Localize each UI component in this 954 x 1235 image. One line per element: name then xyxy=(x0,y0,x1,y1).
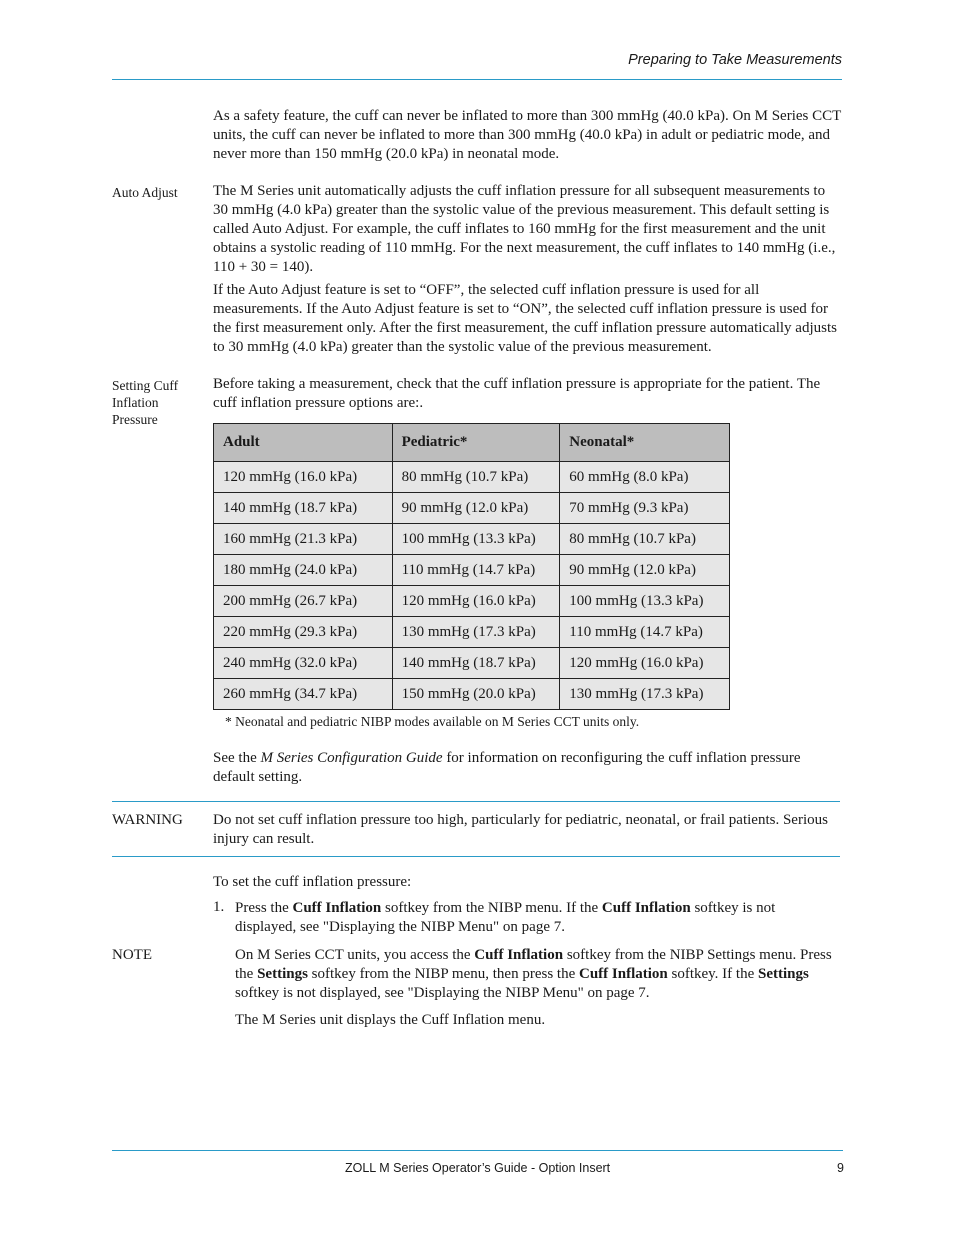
table-cell: 110 mmHg (14.7 kPa) xyxy=(560,617,730,648)
note-bold: Cuff Inflation xyxy=(474,947,564,963)
table-header-row xyxy=(214,424,730,462)
table-cell: 80 mmHg (10.7 kPa) xyxy=(560,524,730,555)
step-1-part-c: softkey from the NIBP menu. If the xyxy=(381,900,602,916)
table-cell: 120 mmHg (16.0 kPa) xyxy=(392,586,560,617)
note-bold: Settings xyxy=(257,966,308,982)
note-text xyxy=(235,946,840,1003)
table-cell: 90 mmHg (12.0 kPa) xyxy=(560,555,730,586)
table-cell: 140 mmHg (18.7 kPa) xyxy=(392,648,560,679)
note-label: NOTE xyxy=(112,947,152,963)
table-cell: 130 mmHg (17.3 kPa) xyxy=(560,679,730,710)
table-footnote: * Neonatal and pediatric NIBP modes available on M Series CCT units only. xyxy=(225,714,640,729)
note-part: softkey is not displayed, see "Displaying the NIBP Menu" on page 7. xyxy=(235,985,650,1001)
intro-paragraph: As a safety feature, the cuff can never be inflated to more than 300 mmHg (40.0 kPa). On M Series CCT units, the cuff can never be inflated to more than 300 mmHg (40.0 kPa) in adult or pediatric mode, and never more than 150 mmHg (20.0 kPa) in neonatal mode. xyxy=(213,108,842,162)
table-cell: 110 mmHg (14.7 kPa) xyxy=(392,555,560,586)
step-1-text xyxy=(235,899,840,937)
table-cell: 100 mmHg (13.3 kPa) xyxy=(392,524,560,555)
table-cell: 80 mmHg (10.7 kPa) xyxy=(392,462,560,493)
table-cell: 90 mmHg (12.0 kPa) xyxy=(392,493,560,524)
table-cell: 120 mmHg (16.0 kPa) xyxy=(214,462,393,493)
table-row xyxy=(214,462,730,493)
table-cell: 240 mmHg (32.0 kPa) xyxy=(214,648,393,679)
see-also-prefix: See the xyxy=(213,750,261,766)
header-rule xyxy=(112,79,842,80)
note-result: The M Series unit displays the Cuff Inflation menu. xyxy=(235,1012,546,1028)
setting-label-line-3: Pressure xyxy=(112,412,158,427)
running-header: Preparing to Take Measurements xyxy=(628,52,842,68)
table-row xyxy=(214,648,730,679)
table-row xyxy=(214,493,730,524)
table-cell: 200 mmHg (26.7 kPa) xyxy=(214,586,393,617)
setting-paragraph: Before taking a measurement, check that the cuff inflation pressure is appropriate for the patient. The cuff inflation pressure options are:. xyxy=(213,376,821,411)
note-part: softkey from the NIBP menu, then press the xyxy=(307,966,579,982)
table-row xyxy=(214,617,730,648)
warning-top-rule xyxy=(112,801,840,802)
auto-adjust-label: Auto Adjust xyxy=(112,185,178,200)
table-cell: 100 mmHg (13.3 kPa) xyxy=(560,586,730,617)
note-bold: Settings xyxy=(758,966,809,982)
step-1-number: 1. xyxy=(213,899,225,915)
step-1-part-a: Press the xyxy=(235,900,293,916)
step-1-part-e: softkey is not displayed, see "Displaying the NIBP Menu" on page 7. xyxy=(235,900,776,935)
auto-adjust-paragraph-1: The M Series unit automatically adjusts the cuff inflation pressure for all subsequent measurements to 30 mmHg (4.0 kPa) greater than the systolic value of the previous measurement. This default setting is called Auto Adjust. For example, the cuff inflates to 160 mmHg for the first measurement and the unit obtains a systolic reading of 110 mmHg. For the next measurement, the cuff inflates to 140 mmHg (i.e., 110 + 30 = 140). xyxy=(213,183,836,275)
guide-title: M Series Configuration Guide xyxy=(260,750,443,766)
table-row xyxy=(214,524,730,555)
table-cell: 180 mmHg (24.0 kPa) xyxy=(214,555,393,586)
table-cell: 140 mmHg (18.7 kPa) xyxy=(214,493,393,524)
table-cell: 260 mmHg (34.7 kPa) xyxy=(214,679,393,710)
note-part: softkey from the NIBP Settings menu. Press the xyxy=(235,947,832,982)
note-bold: Cuff Inflation xyxy=(578,966,668,982)
table-cell: 70 mmHg (9.3 kPa) xyxy=(560,493,730,524)
see-also-paragraph xyxy=(213,749,843,787)
cuff-pressure-table xyxy=(213,423,730,710)
table-row xyxy=(214,586,730,617)
note-part: On M Series CCT units, you access the xyxy=(235,947,475,963)
table-cell: 60 mmHg (8.0 kPa) xyxy=(560,462,730,493)
auto-adjust-paragraph-2: If the Auto Adjust feature is set to “OFF”, the selected cuff inflation pressure is used for all measurements. If the Auto Adjust feature is set to “ON”, the selected cuff inflation pressure is used for the first measurement only. After the first measurement, the cuff inflation pressure automatically adjusts to 30 mmHg (4.0 kPa) greater than the systolic value of the previous measurement. xyxy=(213,282,837,355)
header-neonatal: Neonatal* xyxy=(560,424,730,462)
see-also-suffix: for information on reconfiguring the cuff inflation pressure default setting. xyxy=(213,750,801,785)
footer-title: ZOLL M Series Operator’s Guide - Option Insert xyxy=(345,1161,611,1175)
table-row xyxy=(214,679,730,710)
table-cell: 160 mmHg (21.3 kPa) xyxy=(214,524,393,555)
setting-label-line-2: Inflation xyxy=(112,395,159,410)
table-cell: 220 mmHg (29.3 kPa) xyxy=(214,617,393,648)
warning-label: WARNING xyxy=(112,812,183,828)
table-cell: 150 mmHg (20.0 kPa) xyxy=(392,679,560,710)
procedure-intro: To set the cuff inflation pressure: xyxy=(213,874,412,890)
step-1-softkey-1: Cuff Inflation xyxy=(292,900,382,916)
warning-bottom-rule xyxy=(112,856,840,857)
setting-label-line-1: Setting Cuff xyxy=(112,378,179,393)
warning-text: Do not set cuff inflation pressure too high, particularly for pediatric, neonatal, or frail patients. Serious injury can result. xyxy=(213,812,828,847)
table-row xyxy=(214,555,730,586)
table-cell: 130 mmHg (17.3 kPa) xyxy=(392,617,560,648)
setting-cuff-label xyxy=(112,377,202,428)
header-pediatric: Pediatric* xyxy=(392,424,560,462)
step-1-softkey-2: Cuff Inflation xyxy=(601,900,691,916)
header-adult: Adult xyxy=(214,424,393,462)
footer-rule xyxy=(112,1150,843,1151)
page-number: 9 xyxy=(837,1161,844,1175)
table-cell: 120 mmHg (16.0 kPa) xyxy=(560,648,730,679)
note-part: softkey. If the xyxy=(667,966,758,982)
